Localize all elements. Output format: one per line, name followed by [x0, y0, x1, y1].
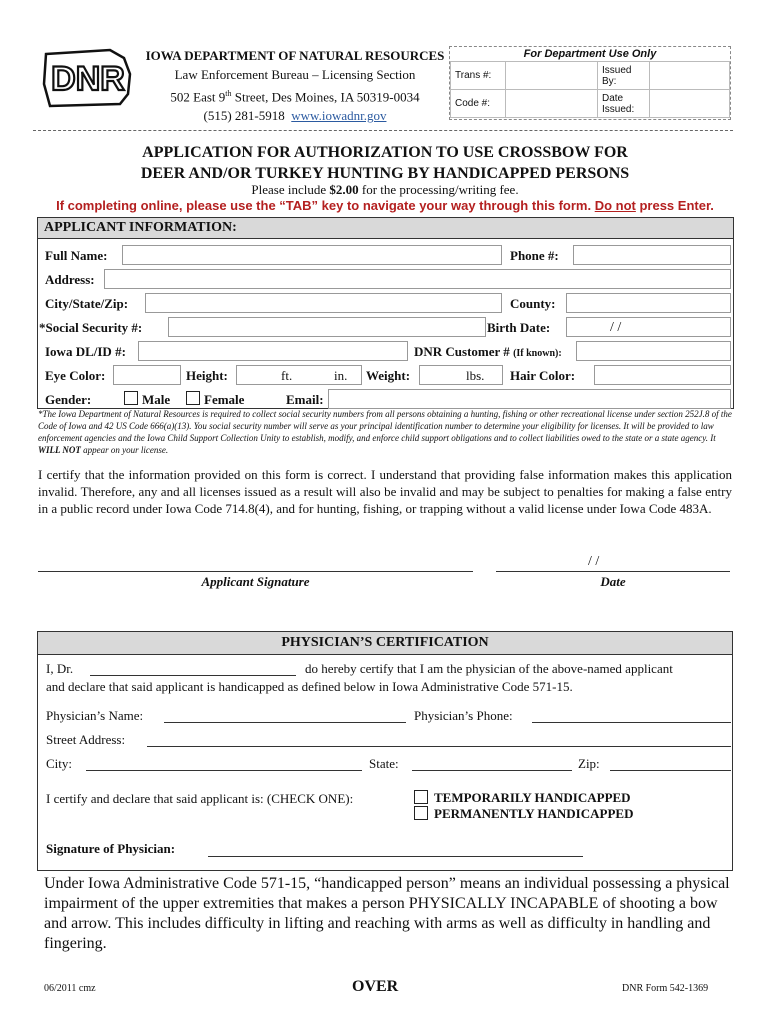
- agency-name: IOWA DEPARTMENT OF NATURAL RESOURCES: [145, 48, 445, 63]
- ft-unit: ft.: [281, 368, 293, 383]
- dept-use-title: For Department Use Only: [451, 47, 730, 62]
- online-warning: [30, 198, 740, 213]
- full-name-label: Full Name:: [45, 248, 108, 263]
- height-label: Height:: [186, 368, 228, 383]
- website-link[interactable]: www.iowadnr.gov: [291, 108, 387, 124]
- certification-text: I certify that the information provided on this form is correct. I understand that providing false information makes this application invalid. Therefore, any and all licenses issued as a result will also be invalid and may be subject to penalties for making a false entry in a public record under Iowa Code 714.8(4), and for hunting, fishing, or trapping without a valid license under Iowa Code 483A.: [38, 467, 732, 516]
- physician-phone-label: Physician’s Phone:: [414, 708, 513, 723]
- hair-color-label: Hair Color:: [510, 368, 576, 383]
- dnr-logo: [40, 44, 135, 110]
- trans-field[interactable]: [506, 62, 598, 90]
- county-input[interactable]: [566, 293, 731, 313]
- gender-label: Gender:: [45, 392, 92, 407]
- footer-over: OVER: [352, 978, 399, 995]
- title-line-2: DEER AND/OR TURKEY HUNTING BY HANDICAPPED PERSONS: [140, 165, 630, 182]
- physician-signature-label: Signature of Physician:: [46, 841, 176, 856]
- fee-text: Please include: [251, 182, 330, 197]
- full-name-input[interactable]: [122, 245, 502, 265]
- agency-contact: [140, 106, 450, 125]
- code-label: Code #:: [451, 90, 506, 118]
- city-line[interactable]: [86, 770, 362, 771]
- female-checkbox[interactable]: [186, 391, 200, 405]
- title-line-1: APPLICATION FOR AUTHORIZATION TO USE CROSSBOW FOR: [142, 144, 628, 161]
- address-part: 502 East 9: [170, 89, 226, 105]
- doctor-name-line[interactable]: [90, 675, 296, 676]
- applicant-heading: APPLICANT INFORMATION:: [37, 217, 734, 239]
- physician-phone-line[interactable]: [532, 722, 731, 723]
- applicant-signature-line[interactable]: [38, 571, 473, 572]
- dl-input[interactable]: [138, 341, 408, 361]
- dl-label: Iowa DL/ID #:: [45, 344, 126, 359]
- department-use-box: [449, 46, 731, 120]
- city-state-zip-label: City/State/Zip:: [45, 296, 129, 311]
- warning-text: If completing online, please use the “TAB” key to navigate your way through this form.: [56, 198, 595, 213]
- agency-address: [140, 84, 450, 106]
- date-issued-label: Date Issued:: [598, 90, 650, 118]
- physician-name-label: Physician’s Name:: [46, 708, 144, 723]
- temporarily-checkbox[interactable]: [414, 790, 428, 804]
- physician-signature-line[interactable]: [208, 856, 583, 857]
- row-physical: [38, 363, 733, 387]
- row-full-name: [38, 243, 733, 267]
- city-label: City:: [46, 756, 73, 771]
- declare-text: and declare that said applicant is handicapped as defined below in Iowa Administrative Code 571-15.: [46, 679, 573, 694]
- state-label: State:: [369, 756, 399, 771]
- warning-underlined: Do not: [594, 198, 636, 213]
- handicapped-definition: Under Iowa Administrative Code 571-15, “handicapped person” means an individual possessing a physical impairment of the upper extremities that makes a person PHYSICALLY INCAPABLE of shooting a bow and arrow. This includes difficulty in lifting and reaching with arms as well as difficulty in handling and fingering.: [44, 875, 730, 952]
- agency-block: [140, 46, 450, 125]
- ssn-note-text: *The Iowa Department of Natural Resources is required to collect social security numbers from all persons obtaining a hunting, fishing or other recreational license under section 252J.8 of the Code of Iowa and 42 US Code 666(a)(13). You social security number will serve as your principal identification number to determine your eligibility for licenses. It will be provided to law enforcement agencies and the Iowa Child Support Collection Unity to establish, modify, and enforce child support obligations and to collect liabilities owed to the state or a state agency. It: [38, 409, 732, 443]
- if-known-text: (If known):: [513, 348, 562, 359]
- temporarily-label: TEMPORARILY HANDICAPPED: [434, 790, 631, 805]
- physician-name-line[interactable]: [164, 722, 406, 723]
- bureau: Law Enforcement Bureau – Licensing Section: [174, 67, 416, 82]
- fee-text: for the processing/writing fee.: [358, 182, 519, 197]
- zip-label: Zip:: [578, 756, 600, 771]
- phone-input[interactable]: [573, 245, 731, 265]
- applicant-date-line[interactable]: [496, 571, 730, 572]
- phone-label: Phone #:: [510, 248, 559, 263]
- birth-date-slashes: / /: [610, 320, 622, 335]
- street-address-label: Street Address:: [46, 732, 126, 747]
- footer-date: 06/2011 cmz: [44, 983, 96, 994]
- logo-text: DNR: [51, 60, 125, 98]
- ssn-disclosure: [38, 408, 732, 456]
- address-part: Street, Des Moines, IA 50319-0034: [231, 89, 420, 105]
- date-issued-field[interactable]: [650, 90, 730, 118]
- dr-suffix: do hereby certify that I am the physician of the above-named applicant: [305, 661, 673, 676]
- code-field[interactable]: [506, 90, 598, 118]
- physician-heading: PHYSICIAN’S CERTIFICATION: [37, 631, 733, 655]
- eye-color-label: Eye Color:: [45, 368, 106, 383]
- lbs-unit: lbs.: [466, 368, 485, 383]
- permanently-label: PERMANENTLY HANDICAPPED: [434, 806, 634, 821]
- female-label: Female: [204, 392, 245, 407]
- in-unit: in.: [334, 368, 348, 383]
- dnr-customer-text: DNR Customer #: [414, 344, 510, 359]
- issued-by-label: Issued By:: [598, 62, 650, 90]
- trans-label: Trans #:: [451, 62, 506, 90]
- header-divider: [33, 130, 733, 131]
- form-title: [30, 142, 740, 184]
- street-address-line[interactable]: [147, 746, 731, 747]
- dnr-customer-input[interactable]: [576, 341, 731, 361]
- birth-date-label: Birth Date:: [487, 320, 551, 335]
- footer-form-number: DNR Form 542-1369: [622, 983, 709, 994]
- ssn-input[interactable]: [168, 317, 486, 337]
- weight-label: Weight:: [366, 368, 411, 383]
- male-label: Male: [142, 392, 171, 407]
- eye-color-input[interactable]: [113, 365, 181, 385]
- county-label: County:: [510, 296, 556, 311]
- row-ssn: [38, 315, 733, 339]
- address-input[interactable]: [104, 269, 731, 289]
- issued-by-field[interactable]: [650, 62, 730, 90]
- birth-date-input[interactable]: [566, 317, 731, 337]
- city-state-zip-input[interactable]: [145, 293, 502, 313]
- row-dl: [38, 339, 733, 363]
- applicant-signature-label: Applicant Signature: [201, 574, 310, 589]
- permanently-checkbox[interactable]: [414, 806, 428, 820]
- state-line[interactable]: [412, 770, 572, 771]
- row-city: [38, 291, 733, 315]
- check-one-label: I certify and declare that said applicant is: (CHECK ONE):: [46, 791, 354, 806]
- address-label: Address:: [45, 272, 95, 287]
- address-sup: th: [225, 89, 232, 98]
- male-checkbox[interactable]: [124, 391, 138, 405]
- ssn-label: *Social Security #:: [39, 320, 143, 335]
- dr-prefix: I, Dr.: [46, 661, 74, 676]
- ssn-note-end: appear on your license.: [83, 445, 169, 455]
- fee-amount: $2.00: [329, 182, 359, 197]
- weight-input[interactable]: [419, 365, 503, 385]
- applicant-date-label: Date: [600, 574, 626, 589]
- hair-color-input[interactable]: [594, 365, 731, 385]
- email-label: Email:: [286, 392, 324, 407]
- applicant-date-slashes: / /: [588, 554, 600, 569]
- zip-line[interactable]: [610, 770, 731, 771]
- agency-phone: (515) 281-5918: [203, 108, 285, 124]
- row-address: [38, 267, 733, 291]
- email-input[interactable]: [328, 389, 731, 409]
- dnr-customer-label: [414, 344, 562, 360]
- warning-text: press Enter.: [635, 198, 714, 213]
- ssn-note-bold: WILL NOT: [38, 445, 81, 455]
- fee-note: [30, 182, 740, 198]
